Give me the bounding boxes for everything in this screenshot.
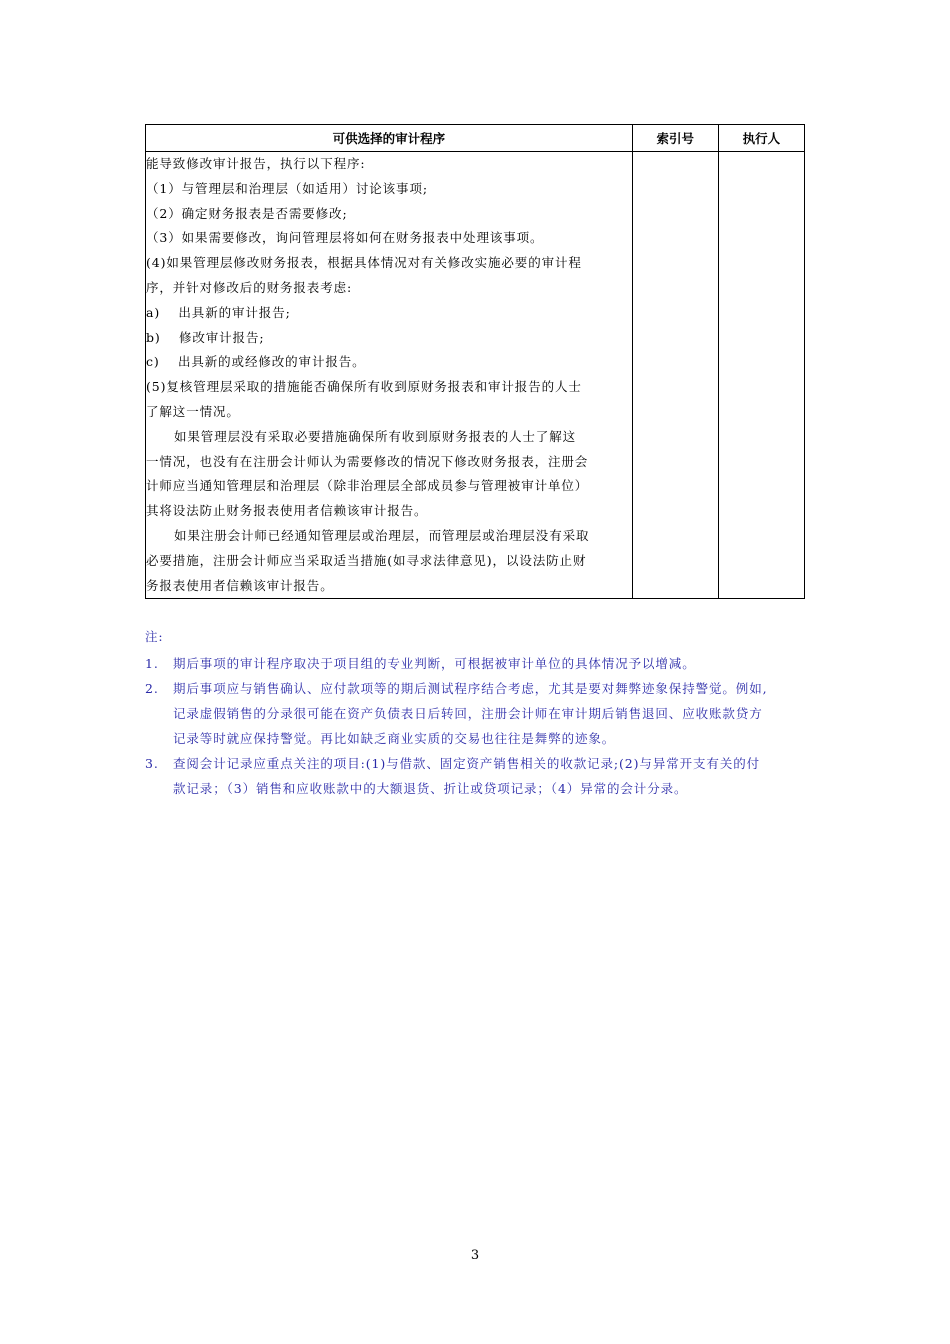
procedure-line: (4)如果管理层修改财务报表，根据具体情况对有关修改实施必要的审计程 bbox=[146, 255, 582, 271]
note-line: 期后事项应与销售确认、应付款项等的期后测试程序结合考虑，尤其是要对舞弊迹象保持警觉。例如, bbox=[173, 681, 768, 696]
note-number: 2. bbox=[145, 681, 159, 696]
note-item bbox=[145, 651, 815, 676]
executor-cell bbox=[718, 152, 804, 599]
table-header-row bbox=[146, 125, 805, 152]
note-number: 3. bbox=[145, 756, 159, 771]
procedure-line: 计师应当通知管理层和治理层（除非治理层全部成员参与管理被审计单位） bbox=[146, 478, 589, 494]
procedure-line: 了解这一情况。 bbox=[146, 403, 240, 419]
procedure-line: 一情况，也没有在注册会计师认为需要修改的情况下修改财务报表，注册会 bbox=[146, 453, 589, 469]
procedure-line: （3）如果需要修改，询问管理层将如何在财务报表中处理该事项。 bbox=[146, 230, 544, 246]
executor-column-header: 执行人 bbox=[718, 125, 804, 152]
notes-section bbox=[145, 625, 815, 801]
note-item bbox=[145, 751, 815, 801]
procedure-line: （2）确定财务报表是否需要修改; bbox=[146, 205, 348, 221]
procedure-line: 必要措施，注册会计师应当采取适当措施(如寻求法律意见)，以设法防止财 bbox=[146, 552, 587, 568]
page-number: 3 bbox=[470, 1248, 480, 1263]
note-line: 查阅会计记录应重点关注的项目:(1)与借款、固定资产销售相关的收款记录;(2)与异常开支有关的付 bbox=[173, 756, 761, 771]
index-cell bbox=[632, 152, 718, 599]
procedure-line: (5)复核管理层采取的措施能否确保所有收到原财务报表和审计报告的人士 bbox=[146, 379, 582, 395]
procedure-line: 如果注册会计师已经通知管理层或治理层，而管理层或治理层没有采取 bbox=[174, 527, 590, 543]
index-column-header: 索引号 bbox=[632, 125, 718, 152]
procedure-line: 序，并针对修改后的财务报表考虑: bbox=[146, 279, 353, 295]
note-item bbox=[145, 676, 815, 751]
procedure-line: （1）与管理层和治理层（如适用）讨论该事项; bbox=[146, 180, 428, 196]
procedure-line: 如果管理层没有采取必要措施确保所有收到原财务报表的人士了解这 bbox=[174, 428, 577, 444]
procedure-line: b) 修改审计报告; bbox=[146, 329, 265, 345]
notes-title: 注: bbox=[145, 629, 164, 644]
procedure-line: 务报表使用者信赖该审计报告。 bbox=[146, 577, 334, 593]
note-line: 款记录；（3）销售和应收账款中的大额退货、折让或贷项记录；（4）异常的会计分录。 bbox=[173, 781, 688, 796]
procedure-line: a) 出具新的审计报告; bbox=[146, 304, 291, 320]
note-line: 记录虚假销售的分录很可能在资产负债表日后转回，注册会计师在审计期后销售退回、应收账款贷方 bbox=[173, 706, 763, 721]
procedure-column-header: 可供选择的审计程序 bbox=[146, 125, 633, 152]
procedure-line: c) 出具新的或经修改的审计报告。 bbox=[146, 354, 366, 370]
audit-procedure-table bbox=[145, 124, 805, 599]
procedure-line: 其将设法防止财务报表使用者信赖该审计报告。 bbox=[146, 503, 428, 519]
note-number: 1. bbox=[145, 656, 159, 671]
table-row bbox=[146, 152, 805, 599]
procedure-text-cell bbox=[146, 152, 633, 599]
note-line: 记录等时就应保持警觉。再比如缺乏商业实质的交易也往往是舞弊的迹象。 bbox=[173, 731, 616, 746]
note-line: 期后事项的审计程序取决于项目组的专业判断，可根据被审计单位的具体情况予以增减。 bbox=[173, 656, 696, 671]
procedure-line: 能导致修改审计报告，执行以下程序: bbox=[146, 156, 366, 171]
